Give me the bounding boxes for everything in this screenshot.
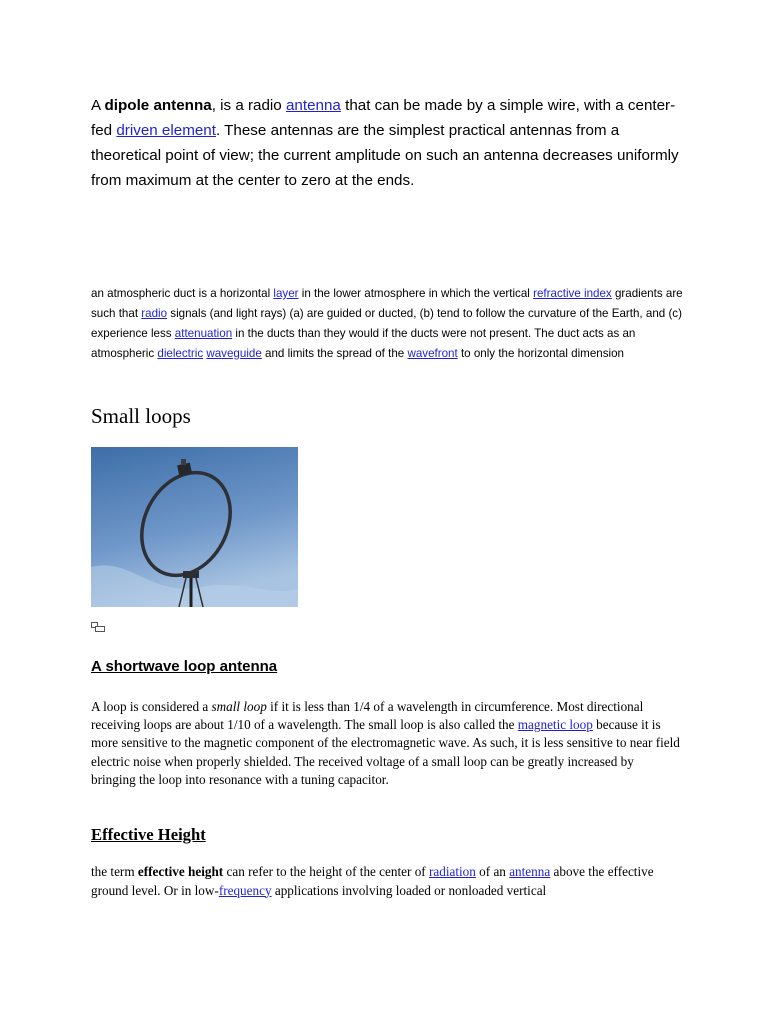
text-run: in the ducts than they would if the ducts were not present. The duct acts as an atmospheric bbox=[91, 327, 636, 360]
text-run: signals (and light rays) (a) are guided or ducted, (b) tend to follow the curvature of the Earth, and (c) experience less bbox=[91, 307, 682, 340]
wavefront-link[interactable]: wavefront bbox=[407, 347, 458, 360]
shortwave-loop-caption: A shortwave loop antenna bbox=[91, 658, 278, 675]
text-run: gradients are such that bbox=[91, 287, 683, 320]
refractive-index-link[interactable]: refractive index bbox=[533, 287, 612, 300]
effective-height-paragraph bbox=[91, 863, 691, 900]
text-run: , is a radio bbox=[211, 97, 286, 114]
driven-element-link[interactable]: driven element bbox=[116, 122, 216, 139]
text-run: above the effective ground level. Or in low- bbox=[91, 864, 654, 898]
text-run: to only the horizontal dimension bbox=[457, 347, 624, 360]
frequency-link[interactable]: frequency bbox=[218, 882, 272, 898]
text-run: the term bbox=[91, 864, 138, 879]
small-loops-heading: Small loops bbox=[91, 404, 191, 428]
radio-link[interactable]: radio bbox=[141, 307, 168, 320]
atmospheric-duct-paragraph bbox=[91, 284, 691, 364]
magnetic-loop-link[interactable]: magnetic loop bbox=[517, 717, 593, 733]
text-run: and limits the spread of the bbox=[261, 347, 408, 360]
small-loop-term: small loop bbox=[211, 699, 267, 714]
dipole-paragraph bbox=[91, 93, 691, 193]
text-run: A loop is considered a bbox=[91, 699, 212, 714]
text-run: that can be made by a simple wire, with a center-fed bbox=[91, 97, 676, 139]
attenuation-link[interactable]: attenuation bbox=[174, 327, 233, 340]
radiation-link[interactable]: radiation bbox=[428, 864, 476, 879]
dielectric-link[interactable]: dielectric bbox=[157, 347, 204, 360]
image-placeholder-icon bbox=[91, 622, 105, 632]
small-loop-paragraph bbox=[91, 698, 681, 789]
text-run: can refer to the height of the center of bbox=[223, 864, 429, 879]
text-run: of an bbox=[475, 864, 510, 879]
waveguide-link[interactable]: waveguide bbox=[206, 347, 262, 360]
effective-height-heading: Effective Height bbox=[91, 825, 206, 844]
antenna-link[interactable]: antenna bbox=[509, 864, 551, 879]
effective-height-term: effective height bbox=[137, 864, 224, 879]
text-run: an atmospheric duct is a horizontal bbox=[91, 287, 274, 300]
loop-antenna-photo bbox=[91, 447, 298, 607]
text-run: A bbox=[91, 97, 105, 114]
layer-link[interactable]: layer bbox=[273, 287, 299, 300]
text-run: because it is more sensitive to the magnetic component of the electromagnetic wave. As such, it is less sensitive to near field electric noise when properly shielded. The received voltage of a small loop can be greatly increased by bringing the loop into resonance with a tuning capacitor. bbox=[91, 717, 680, 787]
text-run: applications involving loaded or nonloaded vertical bbox=[271, 882, 547, 898]
text-run: . These antennas are the simplest practical antennas from a theoretical point of view; the current amplitude on such an antenna decreases uniformly from maximum at the center to zero at the ends. bbox=[91, 122, 679, 189]
text-run: in the lower atmosphere in which the vertical bbox=[298, 287, 534, 300]
dipole-antenna-term: dipole antenna bbox=[104, 97, 212, 114]
antenna-link[interactable]: antenna bbox=[285, 97, 341, 114]
text-run: if it is less than 1/4 of a wavelength in circumference. Most directional receiving loops are about 1/10 of a wavelength. The small loop is also called the bbox=[91, 699, 644, 733]
